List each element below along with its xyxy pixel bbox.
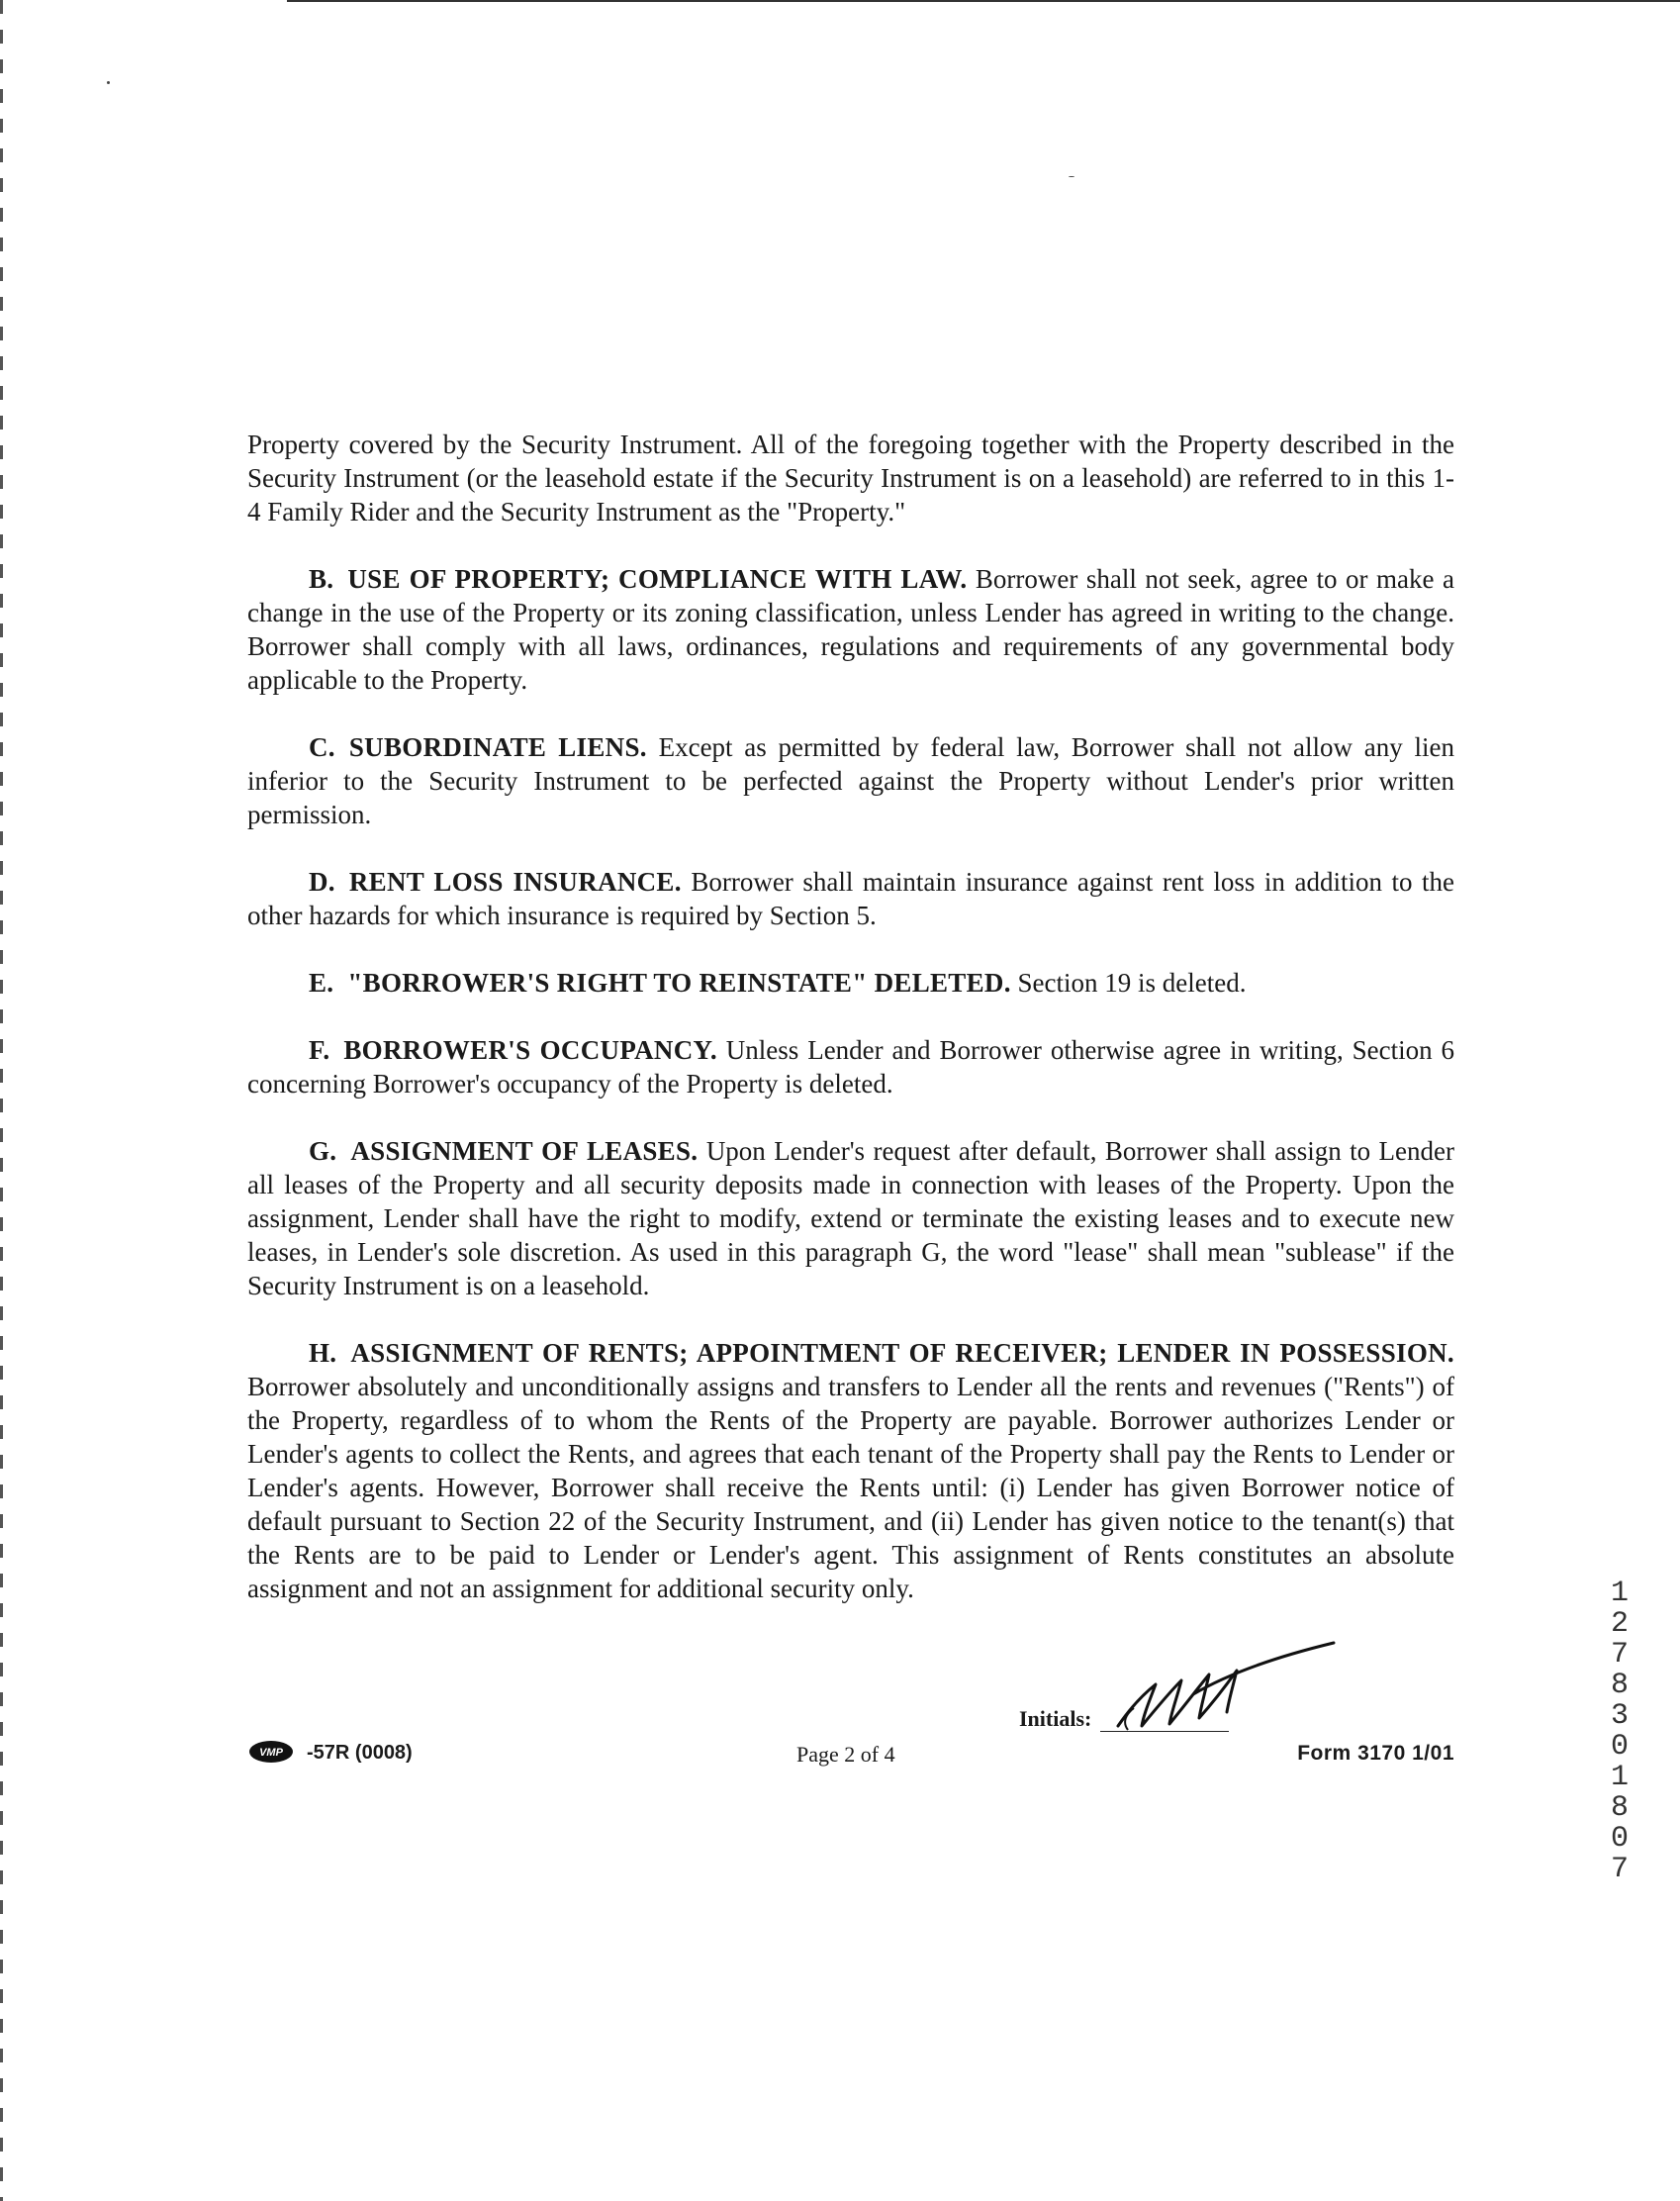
- section-heading: SUBORDINATE LIENS.: [348, 732, 647, 762]
- section-heading: ASSIGNMENT OF RENTS; APPOINTMENT OF RECEIVER; LENDER IN POSSESSION.: [350, 1338, 1454, 1368]
- section-text: Borrower shall maintain insurance against rent loss in addition to the other hazards for which insurance is required by Section 5.: [247, 867, 1455, 930]
- section-g: [247, 1134, 1454, 1302]
- section-heading: USE OF PROPERTY; COMPLIANCE WITH LAW.: [347, 564, 968, 594]
- rider-body: [247, 428, 1454, 1639]
- vmp-logo: [247, 1740, 295, 1764]
- section-d: [247, 865, 1454, 932]
- scan-left-edge: [0, 0, 3, 2201]
- section-h: [247, 1336, 1454, 1605]
- section-text: Borrower shall not seek, agree to or make a change in the use of the Property or its zoning classification, unless Lender has agreed in writing to the change. Borrower shall comply with all laws, ordinances, regulations and requirements of any governmental body applicable to the Property.: [247, 564, 1455, 695]
- section-letter: F.: [309, 1035, 330, 1065]
- section-letter: D.: [309, 867, 335, 897]
- section-letter: C.: [309, 732, 335, 762]
- initials-block: [1019, 1635, 1336, 1744]
- recording-stamp: [1605, 1577, 1640, 1886]
- section-heading: RENT LOSS INSURANCE.: [348, 867, 682, 897]
- section-letter: B.: [309, 564, 334, 594]
- opening-text: Property covered by the Security Instrument. All of the foregoing together with the Property described in the Security Instrument (or the leasehold estate if the Security Instrument is on a leasehold) are referred to in this 1-4 Family Rider and the Security Instrument as the "Property.": [247, 430, 1454, 526]
- form-number: Form 3170 1/01: [1297, 1742, 1454, 1765]
- recording-number: 12783 01807: [1610, 1577, 1629, 1886]
- section-heading: ASSIGNMENT OF LEASES.: [350, 1136, 699, 1166]
- scan-speck: [1069, 176, 1074, 177]
- section-letter: H.: [309, 1338, 337, 1368]
- section-text: Borrower absolutely and unconditionally assigns and transfers to Lender all the rents and revenues ("Rents") of the Property, regardless of to whom the Rents of the Property are payable. Borrower authorizes Lender or Lender's agents to collect the Rents, and agrees that each tenant of the Property shall pay the Rents to Lender or Lender's agents. However, Borrower shall receive the Rents until: (i) Lender has given Borrower notice of default pursuant to Section 22 of the Security Instrument, and (ii) Lender has given notice to the tenant(s) that the Rents are to be paid to Lender or Lender's agent. This assignment of Rents constitutes an absolute assignment and not an assignment for additional security only.: [247, 1372, 1454, 1603]
- section-heading: BORROWER'S OCCUPANCY.: [343, 1035, 717, 1065]
- section-c: [247, 730, 1454, 831]
- section-b: [247, 562, 1454, 697]
- section-letter: E.: [309, 968, 334, 998]
- section-heading: "BORROWER'S RIGHT TO REINSTATE" DELETED.: [347, 968, 1011, 998]
- initials-signature: [1098, 1635, 1336, 1734]
- section-text: Section 19 is deleted.: [1017, 968, 1247, 998]
- section-f: [247, 1033, 1454, 1100]
- scan-speck: [107, 81, 110, 84]
- initials-label: Initials:: [1019, 1706, 1092, 1731]
- section-letter: G.: [309, 1136, 337, 1166]
- section-e: [247, 966, 1454, 1000]
- opening-paragraph: [247, 428, 1454, 528]
- svg-text:VMP: VMP: [259, 1747, 283, 1759]
- page-footer: [247, 1734, 1454, 1773]
- form-code: -57R (0008): [307, 1742, 413, 1764]
- scan-top-edge: [287, 0, 1680, 2]
- section-text: Except as permitted by federal law, Borrower shall not allow any lien inferior to the Security Instrument to be perfected against the Property without Lender's prior written permission.: [247, 732, 1455, 829]
- initials-line: [1100, 1731, 1229, 1732]
- page-number: Page 2 of 4: [796, 1742, 895, 1767]
- section-text: Unless Lender and Borrower otherwise agree in writing, Section 6 concerning Borrower's occupancy of the Property is deleted.: [247, 1035, 1455, 1099]
- section-text: Upon Lender's request after default, Borrower shall assign to Lender all leases of the Property and all security deposits made in connection with leases of the Property. Upon the assignment, Lender shall have the right to modify, extend or terminate the existing leases and to execute new leases, in Lender's sole discretion. As used in this paragraph G, the word "lease" shall mean "sublease" if the Security Instrument is on a leasehold.: [247, 1136, 1455, 1300]
